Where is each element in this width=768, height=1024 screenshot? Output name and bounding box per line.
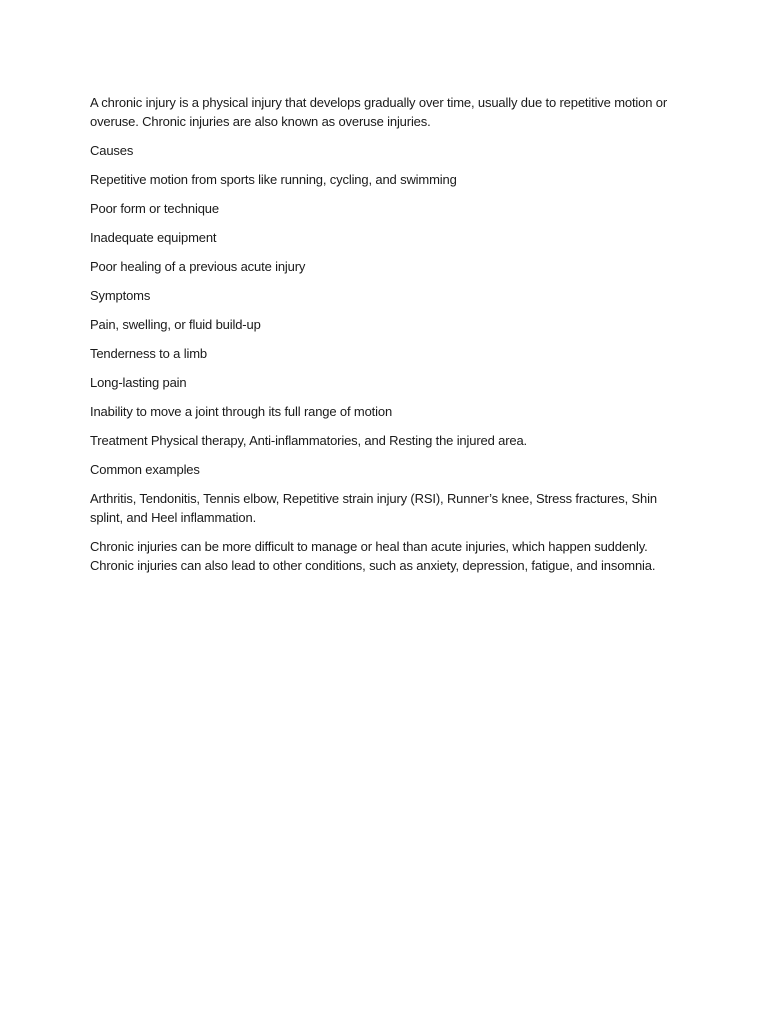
- examples-heading: Common examples: [90, 462, 200, 477]
- symptom-item: Pain, swelling, or fluid build-up: [90, 317, 261, 332]
- document-body: [90, 93, 690, 585]
- causes-heading: Causes: [90, 143, 134, 158]
- intro-paragraph: A chronic injury is a physical injury that develops gradually over time, usually due to repetitive motion or overuse. Chronic injuries are also known as overuse injuries.: [90, 95, 668, 129]
- closing-paragraph: Chronic injuries can be more difficult to manage or heal than acute injuries, which happen suddenly. Chronic injuries can also lead to other conditions, such as anxiety, depression, fatigue, and insomnia.: [90, 539, 656, 573]
- symptom-item: Long-lasting pain: [90, 375, 187, 390]
- symptom-item: Tenderness to a limb: [90, 346, 207, 361]
- symptom-item: Inability to move a joint through its full range of motion: [90, 404, 393, 419]
- cause-item: Repetitive motion from sports like running, cycling, and swimming: [90, 172, 457, 187]
- cause-item: Poor form or technique: [90, 201, 219, 216]
- cause-item: Inadequate equipment: [90, 230, 217, 245]
- treatment-paragraph: Treatment Physical therapy, Anti-inflammatories, and Resting the injured area.: [90, 433, 528, 448]
- symptoms-heading: Symptoms: [90, 288, 151, 303]
- cause-item: Poor healing of a previous acute injury: [90, 259, 306, 274]
- examples-paragraph: Arthritis, Tendonitis, Tennis elbow, Repetitive strain injury (RSI), Runner’s knee, Stress fractures, Shin splint, and Heel inflammation.: [90, 491, 657, 525]
